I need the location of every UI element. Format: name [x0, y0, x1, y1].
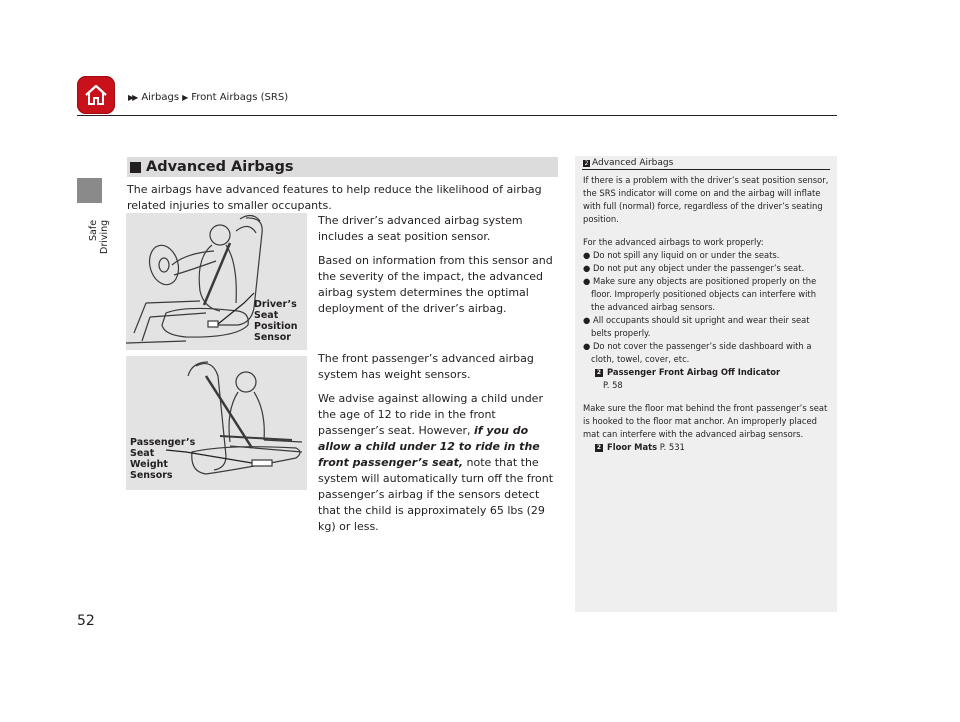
sidebar-bullet: ● All occupants should sit upright and wear their seat belts properly. — [583, 315, 810, 338]
header-divider — [77, 115, 837, 116]
passenger-label-line: Weight — [130, 459, 168, 470]
section-title: Advanced Airbags — [146, 159, 294, 175]
driver-label-line: Driver’s — [254, 299, 297, 310]
chapter-tab-marker — [77, 178, 102, 203]
driver-seat-illustration — [126, 213, 307, 350]
passenger-label-line: Passenger’s — [130, 437, 196, 448]
passenger-label-line: Seat — [130, 448, 155, 459]
driver-label-line: Seat — [254, 310, 279, 321]
breadcrumb-arrow-icon: ▶▶ — [128, 93, 137, 102]
sidebar-title: Advanced Airbags — [592, 158, 674, 168]
driver-label-line: Sensor — [254, 332, 291, 343]
breadcrumb-arrow-icon: ▶ — [182, 93, 187, 102]
passenger-seat-illustration — [126, 356, 307, 490]
sidebar-paragraph-2: Make sure the floor mat behind the front passenger’s seat is hooked to the floor mat anchor. An improperly placed mat can interfere with the advanced airbag sensors. — [583, 403, 828, 439]
passenger-sensor-label — [130, 437, 195, 481]
page-number: 52 — [77, 613, 95, 629]
notes-sidebar — [575, 156, 837, 612]
ref-page: P. 58 — [603, 380, 623, 390]
floor-mats-link[interactable]: 2 Floor Mats P. 531 — [596, 442, 685, 452]
passenger-paragraph-1: The front passenger’s advanced airbag system has weight sensors. — [318, 352, 534, 381]
home-icon — [83, 83, 109, 107]
passenger-airbag-indicator-link[interactable]: 2 Passenger Front Airbag Off Indicator — [596, 367, 781, 377]
home-button[interactable] — [77, 76, 115, 114]
passenger-paragraph-2 — [318, 391, 560, 535]
passenger-text-block — [318, 351, 560, 543]
sidebar-paragraph-1: If there is a problem with the driver’s seat position sensor, the SRS indicator will come on and the airbag will inflate with full (normal) force, regardless of the driver’s seating position. — [583, 175, 829, 224]
sidebar-bullet: ● Do not put any object under the passenger’s seat. — [583, 263, 805, 273]
sidebar-bullet: ● Do not spill any liquid on or under the seats. — [583, 250, 780, 260]
sidebar-lead: For the advanced airbags to work properly: — [583, 237, 764, 247]
page-ref-icon: 2 — [596, 368, 602, 376]
sidebar-body — [583, 174, 831, 454]
passenger-note-text: note that the system will automatically turn off the front passenger’s airbag if the sensors detect that the child is approximately 65 lbs (29 kg) or less. — [318, 456, 554, 533]
breadcrumb-item-front-airbags[interactable]: Front Airbags (SRS) — [191, 92, 289, 103]
intro-paragraph: The airbags have advanced features to help reduce the likelihood of airbag related injuries to smaller occupants. — [127, 183, 542, 212]
passenger-label-line: Sensors — [130, 470, 173, 481]
page-ref-icon: 2 — [596, 443, 602, 451]
passenger-advice-text: We advise against allowing a child under the age of 12 to ride in the front passenger’s seat. However, — [318, 392, 543, 437]
driver-text-block — [318, 213, 560, 325]
driver-label-line: Position — [254, 321, 298, 332]
driver-sensor-label — [254, 299, 298, 343]
sidebar-heading — [583, 158, 673, 168]
driver-paragraph-1: The driver’s advanced airbag system includes a seat position sensor. — [318, 214, 523, 243]
breadcrumb — [128, 92, 288, 103]
driver-paragraph-2: Based on information from this sensor and the severity of the impact, the advanced airbag system determines the optimal deployment of the driver’s airbag. — [318, 254, 553, 315]
note-ref-icon: 2 — [584, 159, 589, 167]
sidebar-divider — [582, 169, 830, 170]
breadcrumb-item-airbags[interactable]: Airbags — [141, 92, 180, 103]
passenger-warning-emphasis: if you do allow a child under 12 to ride in the front passenger’s seat, — [318, 424, 540, 469]
sidebar-bullet: ● Make sure any objects are positioned properly on the floor. Improperly positioned objects can interfere with the advanced airbag sensors. — [583, 276, 817, 312]
sidebar-bullet: ● Do not cover the passenger’s side dashboard with a cloth, towel, cover, etc. — [583, 341, 812, 364]
chapter-tab-label: Safe Driving — [88, 220, 110, 255]
section-square-icon — [130, 162, 141, 173]
section-heading — [127, 157, 558, 177]
